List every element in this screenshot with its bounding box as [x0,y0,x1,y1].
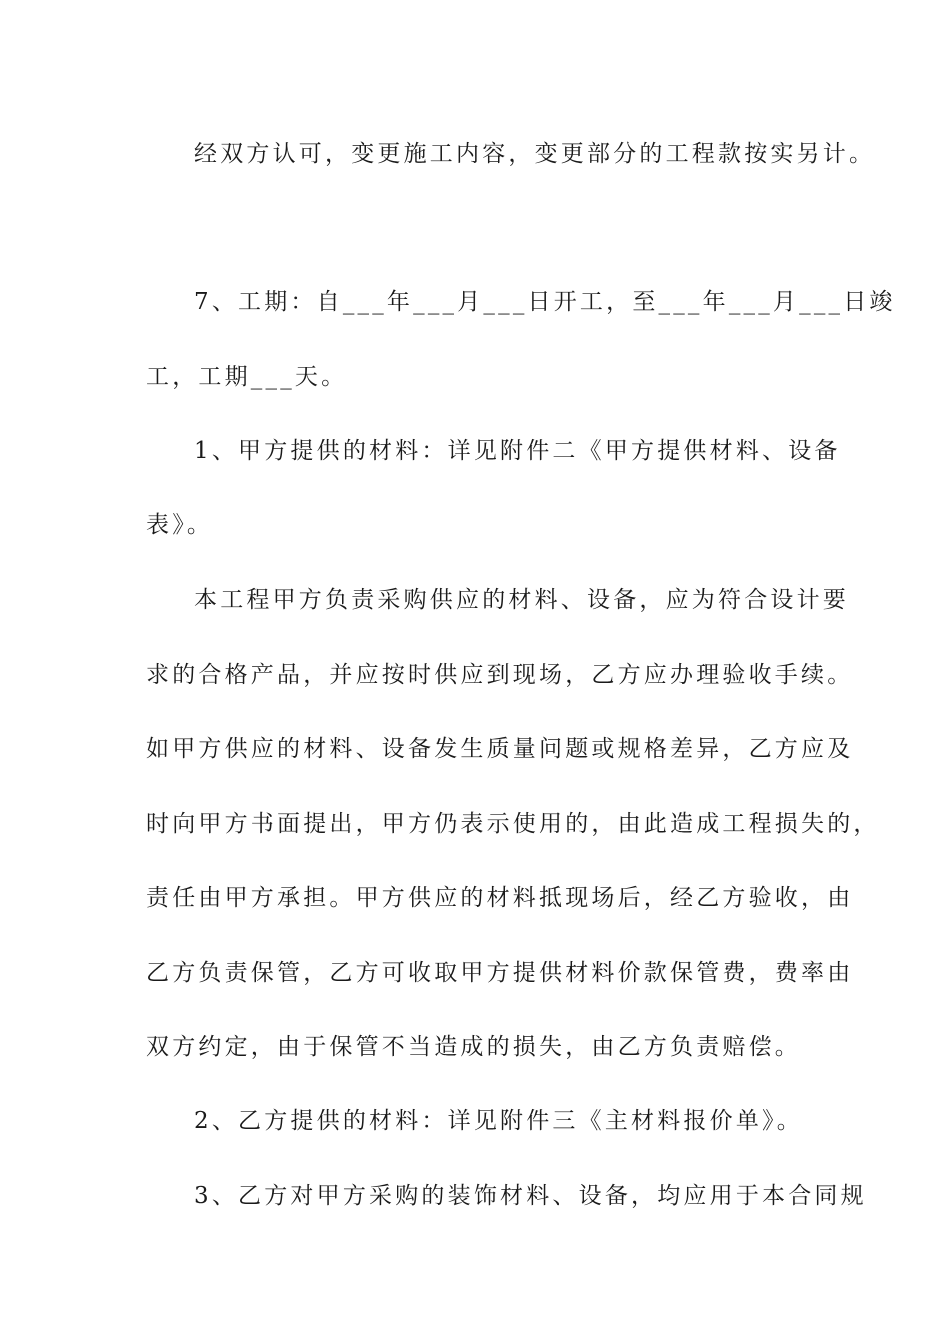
clause-7-construction-period: 7、工期：自___年___月___日开工，至___年___月___日竣 [194,289,896,315]
paragraph-line: 责任由甲方承担。甲方供应的材料抵现场后，经乙方验收，由 [146,885,854,911]
paragraph-line: 表》。 [146,512,214,538]
paragraph-line: 时向甲方书面提出，甲方仍表示使用的，由此造成工程损失的， [146,811,880,837]
clause-3-material-usage: 3、乙方对甲方采购的装饰材料、设备，均应用于本合同规 [194,1183,867,1209]
paragraph-line: 经双方认可，变更施工内容，变更部分的工程款按实另计。 [194,141,876,167]
paragraph-line: 双方约定，由于保管不当造成的损失，由乙方负责赔偿。 [146,1034,801,1060]
paragraph-line: 工，工期___天。 [146,364,348,390]
paragraph-line: 求的合格产品，并应按时供应到现场，乙方应办理验收手续。 [146,662,854,688]
paragraph-line: 乙方负责保管，乙方可收取甲方提供材料价款保管费，费率由 [146,960,854,986]
clause-2-party-b-materials: 2、乙方提供的材料：详见附件三《主材料报价单》。 [194,1108,803,1134]
clause-1-party-a-materials: 1、甲方提供的材料：详见附件二《甲方提供材料、设备 [194,438,841,464]
paragraph-line: 如甲方供应的材料、设备发生质量问题或规格差异，乙方应及 [146,736,854,762]
paragraph-line: 本工程甲方负责采购供应的材料、设备，应为符合设计要 [194,587,849,613]
